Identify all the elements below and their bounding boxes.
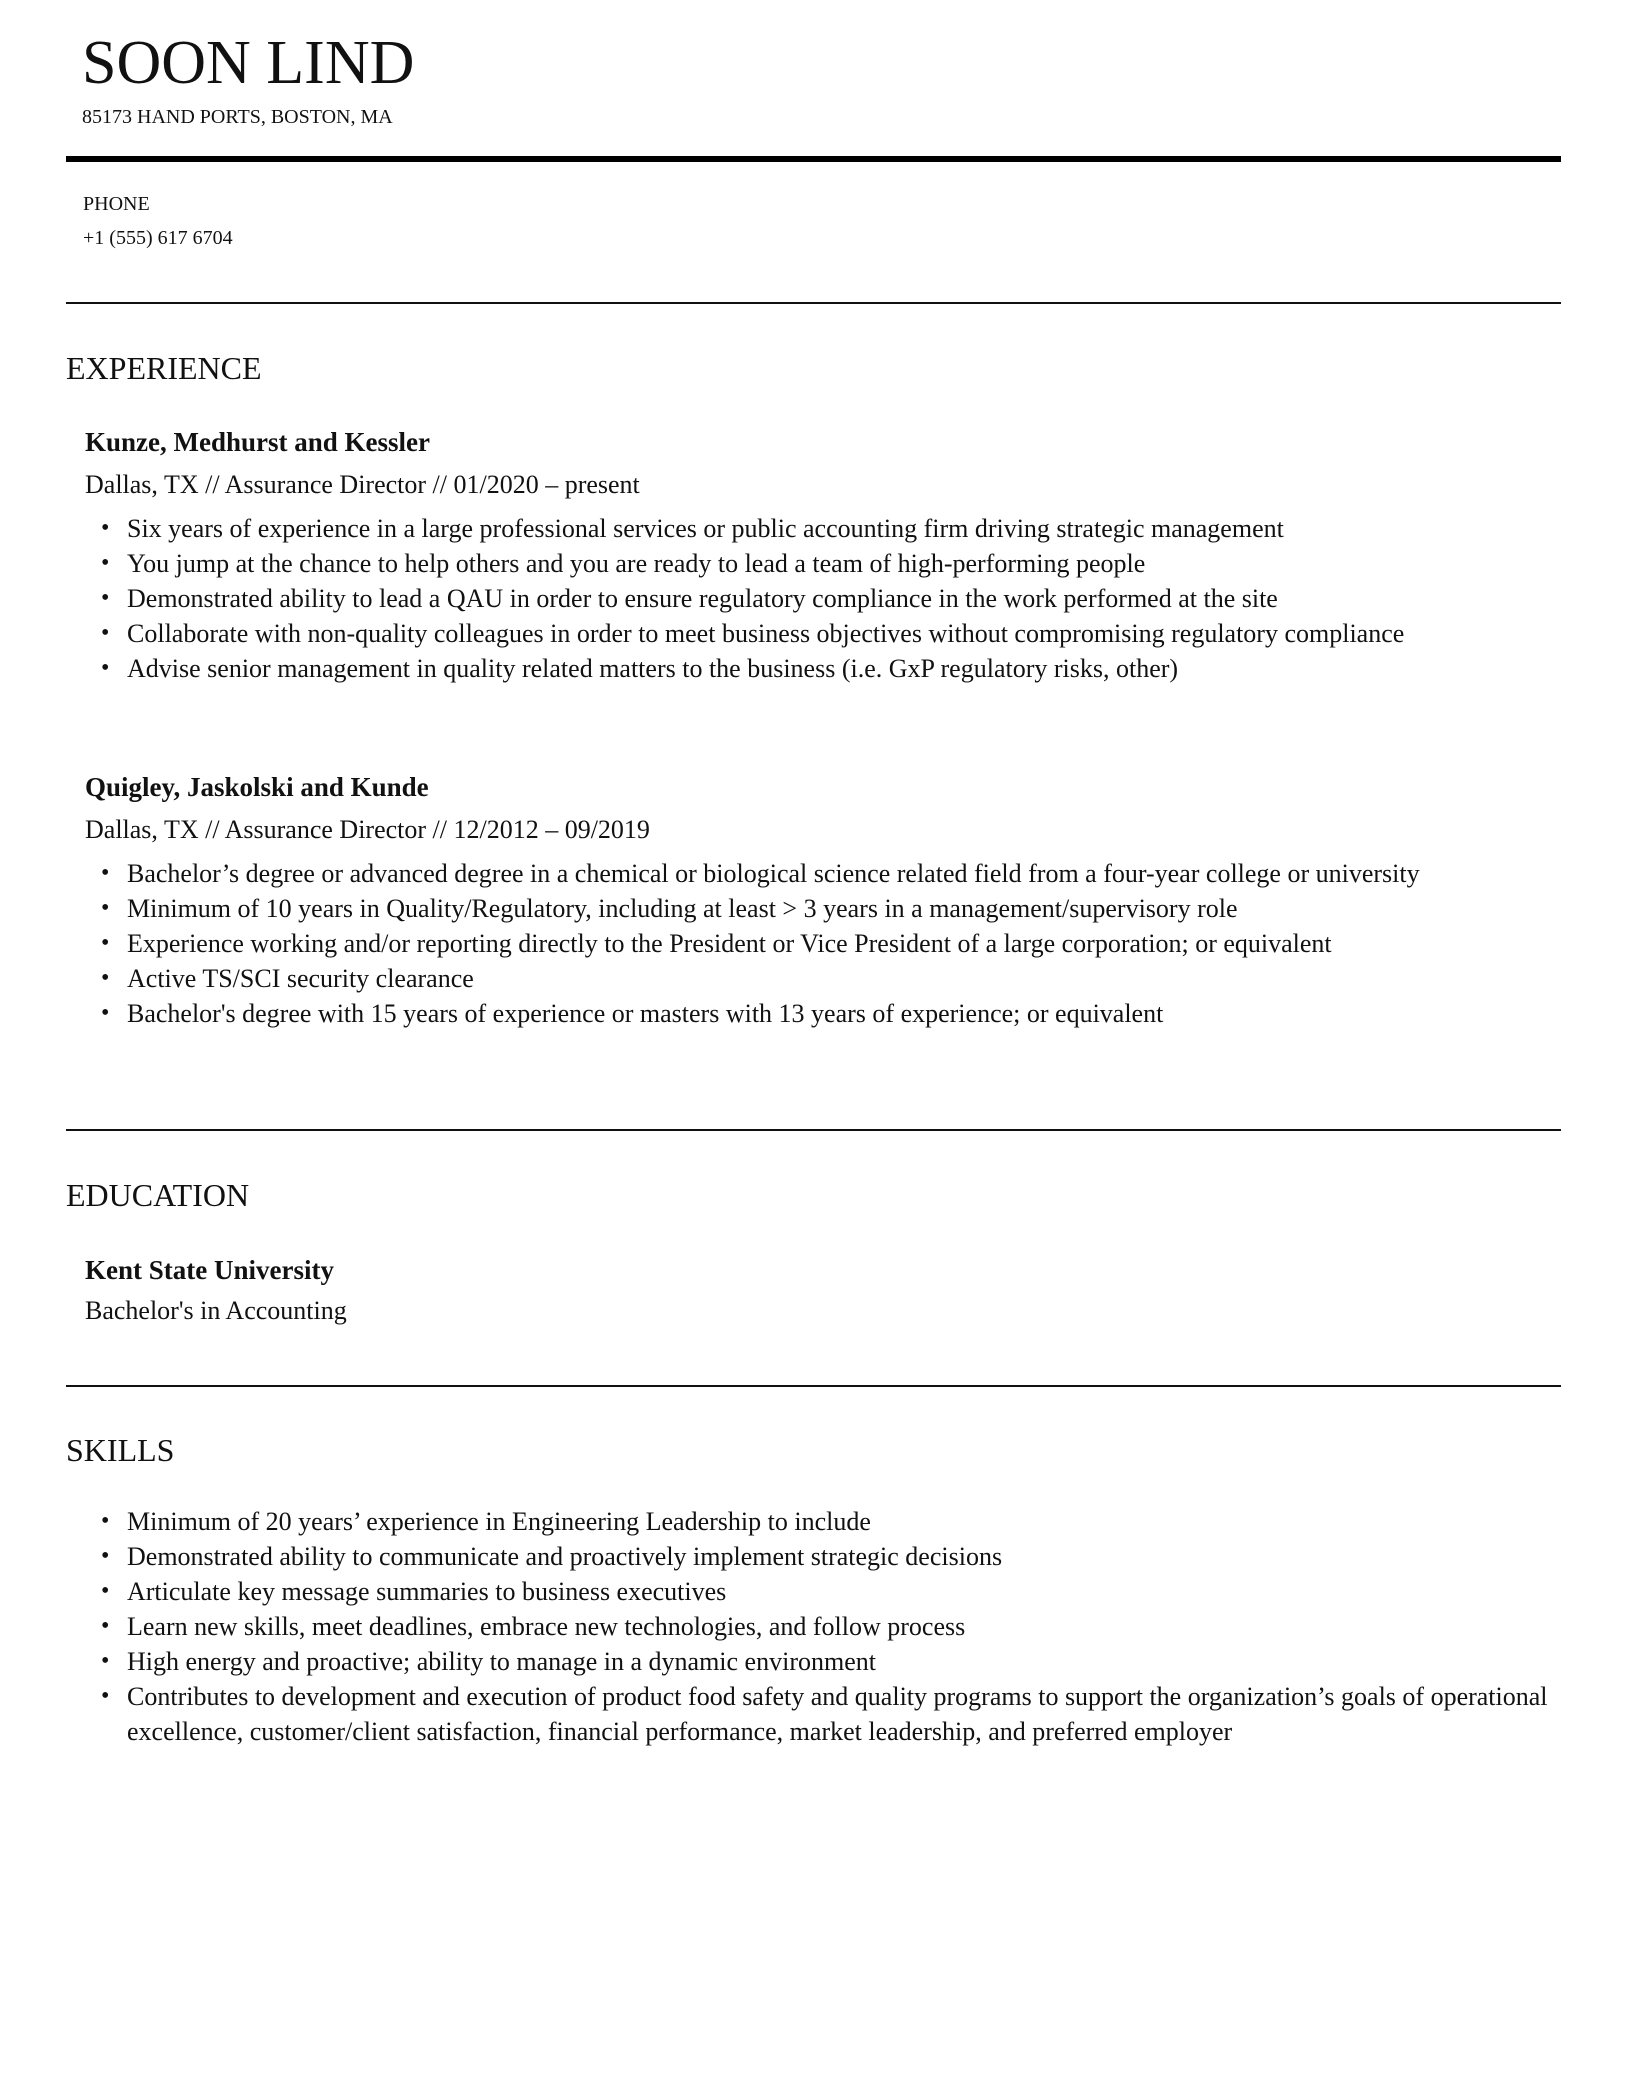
job-meta: Dallas, TX // Assurance Director // 12/2012 – 09/2019	[85, 815, 650, 844]
candidate-address: 85173 HAND PORTS, BOSTON, MA	[82, 106, 393, 128]
skill-item: • Demonstrated ability to communicate and proactively implement strategic decisions	[127, 1539, 1557, 1574]
job-bullet: • Bachelor's degree with 15 years of experience or masters with 13 years of experience; or equivalent	[127, 996, 1557, 1031]
job-company: Kunze, Medhurst and Kessler	[85, 427, 431, 457]
job-bullet: • Minimum of 10 years in Quality/Regulatory, including at least > 3 years in a management/supervisory role	[127, 891, 1557, 926]
job-meta: Dallas, TX // Assurance Director // 01/2020 – present	[85, 470, 640, 499]
job-bullets	[127, 511, 1557, 686]
job-bullet: • Bachelor’s degree or advanced degree in a chemical or biological science related field from a four-year college or university	[127, 856, 1557, 891]
skills-heading: SKILLS	[66, 1432, 175, 1468]
section-divider	[66, 302, 1561, 304]
education-heading: EDUCATION	[66, 1177, 250, 1213]
skill-item: • Learn new skills, meet deadlines, embrace new technologies, and follow process	[127, 1609, 1557, 1644]
skill-item: • Minimum of 20 years’ experience in Engineering Leadership to include	[127, 1504, 1557, 1539]
experience-heading: EXPERIENCE	[66, 350, 262, 386]
skill-item: • Articulate key message summaries to business executives	[127, 1574, 1557, 1609]
skill-item: • High energy and proactive; ability to manage in a dynamic environment	[127, 1644, 1557, 1679]
job-bullet: • Collaborate with non-quality colleagues in order to meet business objectives without compromising regulatory compliance	[127, 616, 1557, 651]
phone-label: PHONE	[83, 193, 150, 215]
education-school: Kent State University	[85, 1255, 334, 1285]
candidate-name: SOON LIND	[82, 29, 415, 97]
header-divider	[66, 156, 1561, 162]
job-bullet: • Active TS/SCI security clearance	[127, 961, 1557, 996]
job-bullets	[127, 856, 1557, 1031]
section-divider	[66, 1385, 1561, 1387]
education-degree: Bachelor's in Accounting	[85, 1296, 347, 1325]
section-divider	[66, 1129, 1561, 1131]
job-bullet: • Advise senior management in quality related matters to the business (i.e. GxP regulatory risks, other)	[127, 651, 1557, 686]
job-bullet: • Experience working and/or reporting directly to the President or Vice President of a large corporation; or equivalent	[127, 926, 1557, 961]
job-bullet: • Six years of experience in a large professional services or public accounting firm driving strategic management	[127, 511, 1557, 546]
phone-value: +1 (555) 617 6704	[83, 227, 233, 249]
skill-item: • Contributes to development and execution of product food safety and quality programs to support the organization’s goals of operational excellence, customer/client satisfaction, financial performance, market leadership, and preferred employer	[127, 1679, 1557, 1749]
job-company: Quigley, Jaskolski and Kunde	[85, 772, 429, 802]
job-bullet: • You jump at the chance to help others and you are ready to lead a team of high-performing people	[127, 546, 1557, 581]
job-bullet: • Demonstrated ability to lead a QAU in order to ensure regulatory compliance in the work performed at the site	[127, 581, 1557, 616]
skills-list	[127, 1504, 1557, 1749]
